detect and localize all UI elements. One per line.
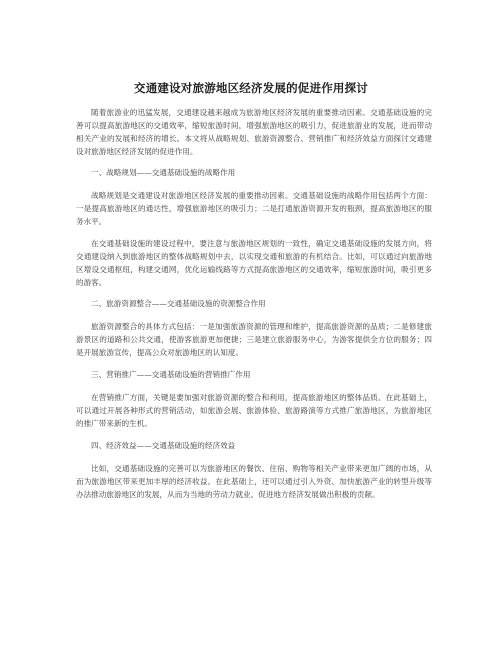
section-2-body: [76, 320, 432, 359]
section-heading: 三、营销推广——交通基础设施的营销推广作用: [91, 370, 251, 379]
document-title: 交通建设对旅游地区经济发展的促进作用探讨: [134, 81, 368, 95]
section-paragraph: 在营销推广方面，关键是要加强对旅游资源的整合和利用，提高旅游地区的整体品质。在此基础上，可以通过开展各种形式的营销活动，如旅游会展、旅游体验、旅游路演等方式推广旅游地区，为旅游地区的推广带来新的生机。: [76, 393, 432, 429]
section-heading: 四、经济效益——交通基础设施的经济效益: [91, 441, 236, 450]
intro-block: [76, 106, 432, 158]
section-1-body: [76, 189, 432, 228]
section-4-body: [76, 462, 432, 501]
section-paragraph: 战略规划是交通建设对旅游地区经济发展的重要推动因素。交通基础设施的战略作用包括两个方面：一是提高旅游地区的通达性，增强旅游地区的吸引力；二是打通旅游资源开发的瓶颈，提高旅游地区的服务水平。: [76, 191, 432, 227]
section-4: [76, 439, 432, 452]
section-heading: 一、战略规划——交通基础设施的战略作用: [91, 168, 236, 177]
section-1: [76, 166, 432, 179]
section-3-body: [76, 391, 432, 430]
section-paragraph: 比如，交通基础设施的完善可以为旅游地区的餐饮、住宿、购物等相关产业带来更加广阔的市场，从而为旅游地区带来更加丰厚的经济收益。在此基础上，还可以通过引入外资、加快旅游产业的转型升级等办法推动旅游地区的发展，从而为当地的劳动力就业、促进地方经济发展做出积极的贡献。: [76, 464, 432, 500]
section-1-body-2: [76, 237, 432, 289]
section-paragraph: 在交通基础设施的建设过程中，要注意与旅游地区规划的一致性，确定交通基础设施的发展方向，将交通建设纳入到旅游地区的整体战略规划中去，以实现交通和旅游的有机结合。比如，可以通过向旅游地区增设交通枢纽，构建交通网，优化运输线路等方式提高旅游地区的交通效率，缩短旅游时间，吸引更多的游客。: [76, 239, 432, 288]
section-heading: 二、旅游资源整合——交通基础设施的资源整合作用: [91, 299, 266, 308]
section-3: [76, 368, 432, 381]
section-2: [76, 297, 432, 310]
intro-paragraph: 随着旅游业的迅猛发展，交通建设越来越成为旅游地区经济发展的重要推动因素。交通基础设施的完善可以提高旅游地区的交通效率，缩短旅游时间，增强旅游地区的吸引力，促进旅游业的发展，进而带动相关产业的发展和经济的增长。本文将从战略规划、旅游资源整合、营销推广和经济效益方面探讨交通建设对旅游地区经济发展的促进作用。: [76, 108, 432, 157]
section-paragraph: 旅游资源整合的具体方式包括：一是加强旅游资源的管理和维护，提高旅游资源的品质；二是修建旅游景区的道路和公共交通，使游客旅游更加便捷；三是建立旅游服务中心，为游客提供全方位的服务；四是开展旅游宣传，提高公众对旅游地区的认知度。: [76, 322, 432, 358]
